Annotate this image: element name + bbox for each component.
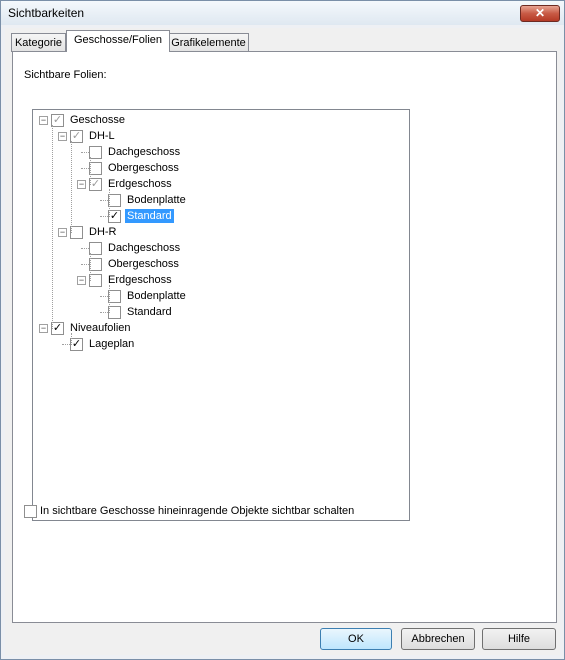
close-icon: ✕ (534, 6, 546, 20)
option-label: In sichtbare Geschosse hineinragende Objekte sichtbar schalten (40, 505, 355, 517)
tree-guide-line (90, 253, 91, 281)
tree-label: Sichtbare Folien: (24, 69, 107, 81)
layer-checkbox[interactable]: ✓ (90, 178, 101, 190)
layer-label: Erdgeschoss (108, 274, 172, 286)
expand-collapse-icon[interactable]: − (78, 179, 85, 189)
tree-guide-line (109, 189, 110, 217)
layer-label: DH-R (89, 226, 117, 238)
tab-grafikelemente-label: Grafikelemente (171, 37, 246, 49)
layer-label: Bodenplatte (127, 194, 186, 206)
help-button[interactable]: Hilfe (482, 628, 556, 650)
tree-guide-line (90, 157, 91, 185)
tree-connector (100, 216, 108, 217)
cancel-button[interactable]: Abbrechen (401, 628, 475, 650)
tree-connector (81, 152, 89, 153)
tree-connector (81, 168, 89, 169)
option-checkbox[interactable] (24, 505, 37, 518)
tree-connector (81, 264, 89, 265)
layer-label: Bodenplatte (127, 290, 186, 302)
tree-guide-line (52, 125, 53, 329)
layer-label: Dachgeschoss (108, 242, 181, 254)
tab-kategorie[interactable] (11, 33, 66, 52)
layer-label: DH-L (89, 130, 115, 142)
layer-label: Standard (127, 306, 172, 318)
expand-collapse-icon[interactable]: − (40, 115, 47, 125)
tree-connector (62, 344, 70, 345)
tree-connector (100, 200, 108, 201)
tab-grafikelemente[interactable] (168, 33, 249, 52)
expand-collapse-icon[interactable]: − (40, 323, 47, 333)
layer-label: Niveaufolien (70, 322, 131, 334)
layer-checkbox[interactable]: ✓ (71, 130, 82, 142)
expand-collapse-icon[interactable]: − (78, 275, 85, 285)
window-title: Sichtbarkeiten (8, 6, 85, 20)
layer-label: Geschosse (70, 114, 126, 126)
expand-collapse-icon[interactable]: − (59, 131, 66, 141)
tree-guide-line (109, 285, 110, 313)
tab-kategorie-label: Kategorie (14, 37, 63, 49)
ok-button[interactable]: OK (320, 628, 392, 650)
layer-checkbox[interactable]: ✓ (71, 338, 82, 350)
layer-label: Erdgeschoss (108, 178, 172, 190)
close-button[interactable] (520, 5, 560, 22)
title-bar (1, 1, 564, 25)
layer-label: Standard (127, 210, 172, 222)
tree-guide-line (71, 333, 72, 345)
layer-checkbox[interactable]: ✓ (109, 210, 120, 222)
layer-label: Dachgeschoss (108, 146, 181, 158)
layer-label: Lageplan (89, 338, 135, 350)
layer-label: Obergeschoss (108, 258, 179, 270)
dialog-client (5, 28, 560, 655)
tab-panel (12, 51, 557, 623)
layer-label: Obergeschoss (108, 162, 179, 174)
tree-connector (81, 248, 89, 249)
tab-geschosse-folien-label: Geschosse/Folien (73, 34, 163, 46)
layer-checkbox[interactable]: ✓ (52, 114, 63, 126)
layer-tree[interactable] (32, 109, 410, 521)
tree-guide-line (71, 141, 72, 233)
tab-geschosse-folien[interactable] (66, 30, 170, 52)
layer-checkbox[interactable]: ✓ (52, 322, 63, 334)
tree-connector (100, 296, 108, 297)
expand-collapse-icon[interactable]: − (59, 227, 66, 237)
tree-connector (100, 312, 108, 313)
